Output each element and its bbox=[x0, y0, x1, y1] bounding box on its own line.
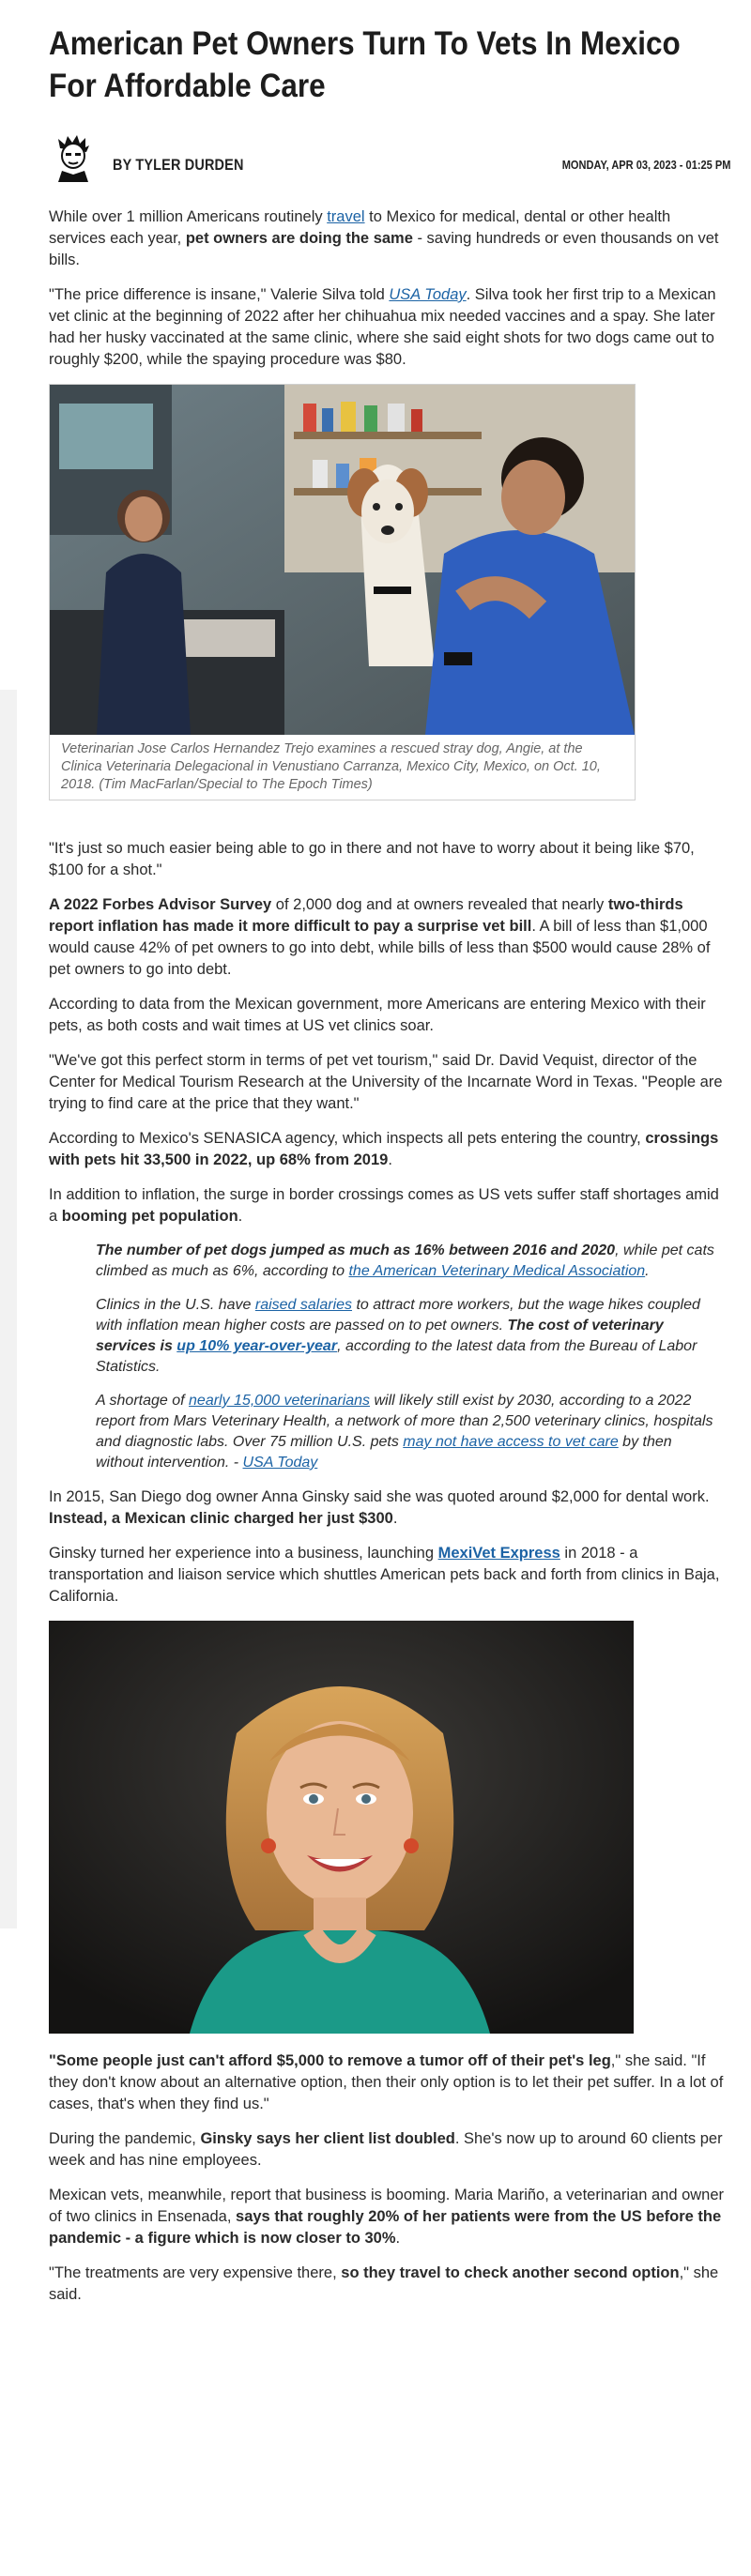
paragraph bbox=[49, 1184, 730, 1227]
text: in 2018 - a transportation and liaison service which shuttles American pets back and forth from clinics in Baja, California. bbox=[49, 1545, 720, 1605]
publish-date: MONDAY, APR 03, 2023 - 01:25 PM bbox=[561, 158, 730, 172]
text: In 2015, San Diego dog owner Anna Ginsky said she was quoted around $2,000 for dental work. bbox=[49, 1488, 710, 1505]
paragraph: According to data from the Mexican government, more Americans are entering Mexico with their pets, as both costs and wait times at US vet clinics soar. bbox=[49, 996, 706, 1034]
paragraph bbox=[49, 894, 730, 981]
text: Ginsky turned her experience into a business, launching bbox=[49, 1545, 438, 1562]
left-sidebar-strip bbox=[0, 690, 17, 1928]
paragraph bbox=[49, 284, 730, 371]
quote-paragraph bbox=[96, 1391, 715, 1473]
vet-care-access-link[interactable]: may not have access to vet care bbox=[403, 1434, 619, 1450]
text: Clinics in the U.S. have bbox=[96, 1297, 255, 1313]
photo-caption: Veterinarian Jose Carlos Hernandez Trejo examines a rescued stray dog, Angie, at the Clinica Veterinaria Delegacional in Venustiano Carranza, Mexico City, Mexico, on Oct. 10, 2018. (Tim MacFarlan/Special to The Epoch Times) bbox=[61, 741, 601, 792]
bold-text: pet owners are doing the same bbox=[185, 230, 413, 247]
text: to Mexico for medical, dental or other health services each year, bbox=[49, 208, 671, 247]
bold-text: The number of pet dogs jumped as much as 16% between 2016 and 2020 bbox=[96, 1242, 616, 1258]
usa-today-link[interactable]: USA Today bbox=[389, 286, 467, 303]
paragraph: "It's just so much easier being able to go in there and not have to worry about it being like $70, $100 for a shot." bbox=[49, 840, 695, 878]
usa-today-source-link[interactable]: USA Today bbox=[242, 1455, 318, 1471]
text: . bbox=[645, 1263, 650, 1279]
avma-link[interactable]: the American Veterinary Medical Association bbox=[348, 1263, 646, 1279]
text: . bbox=[388, 1151, 392, 1168]
paragraph bbox=[49, 1486, 730, 1530]
up-10-percent-link[interactable]: up 10% year-over-year bbox=[176, 1338, 338, 1354]
paragraph bbox=[49, 2128, 730, 2172]
text: ," she said. "If they don't know about an alternative option, then their only option is to let their pet suffer. In a lot of cases, that's when they find us." bbox=[49, 2052, 724, 2112]
bold-text: The cost of veterinary services is bbox=[96, 1318, 664, 1354]
text: While over 1 million Americans routinely bbox=[49, 208, 328, 225]
bold-text: "Some people just can't afford $5,000 to remove a tumor off of their pet's leg bbox=[49, 2052, 611, 2069]
text: , according to the latest data from the Bureau of Labor Statistics. bbox=[96, 1338, 697, 1375]
paragraph bbox=[49, 2050, 730, 2115]
text: . A bill of less than $1,000 would cause 42% of pet owners to go into debt, while bills of less than $500 would cause 28% of pet owners to go into debt. bbox=[49, 918, 711, 978]
author-avatar[interactable] bbox=[49, 133, 98, 182]
text: "The price difference is insane," Valerie Silva told bbox=[49, 286, 390, 303]
byline bbox=[49, 133, 730, 186]
raised-salaries-link[interactable]: raised salaries bbox=[254, 1297, 353, 1313]
blockquote bbox=[96, 1241, 715, 1473]
text: In addition to inflation, the surge in border crossings comes as US vets suffer staff shortages amid a bbox=[49, 1186, 719, 1225]
text: . bbox=[392, 1510, 398, 1527]
bold-text: Instead, a Mexican clinic charged her just $300 bbox=[49, 1510, 393, 1527]
anna-ginsky-portrait-photo bbox=[49, 1621, 634, 2034]
text: . She's now up to around 60 clients per week and has nine employees. bbox=[49, 2130, 723, 2169]
text: . bbox=[238, 1208, 243, 1225]
paragraph bbox=[49, 206, 730, 271]
vet-clinic-photo bbox=[50, 385, 635, 735]
bold-text: two-thirds report inflation has made it more difficult to pay a surprise vet bill bbox=[49, 896, 683, 935]
bold-text: crossings with pets hit 33,500 in 2022, up 68% from 2019 bbox=[49, 1130, 719, 1168]
author-name[interactable]: BY TYLER DURDEN bbox=[113, 156, 244, 174]
veterinarians-shortage-link[interactable]: nearly 15,000 veterinarians bbox=[189, 1393, 371, 1409]
text: During the pandemic, bbox=[49, 2130, 201, 2147]
article-headline: American Pet Owners Turn To Vets In Mexico For Affordable Care bbox=[49, 25, 681, 104]
photo-figure-vet-clinic bbox=[49, 384, 636, 800]
bold-text: booming pet population bbox=[61, 1208, 238, 1225]
text: "The treatments are very expensive there, bbox=[49, 2264, 342, 2281]
text: by then without intervention. - bbox=[96, 1434, 672, 1471]
bold-text: so they travel to check another second option bbox=[341, 2264, 680, 2281]
article bbox=[49, 0, 730, 2319]
text: Mexican vets, meanwhile, report that business is booming. Maria Mariño, a veterinarian and owner of two clinics in Ensenada, bbox=[49, 2187, 725, 2225]
text: of 2,000 dog and at owners revealed that nearly bbox=[271, 896, 608, 913]
paragraph: "We've got this perfect storm in terms of pet vet tourism," said Dr. David Vequist, director of the Center for Medical Tourism Research at the University of the Incarnate Word in Texas. "People are trying to find care at the price that they want." bbox=[49, 1052, 723, 1112]
text: According to Mexico's SENASICA agency, which inspects all pets entering the country, bbox=[49, 1130, 646, 1147]
text: ," she said. bbox=[49, 2264, 719, 2303]
text: . Silva took her first trip to a Mexican vet clinic at the beginning of 2022 after her chihuahua mix needed vaccines and a spay. She later had her husky vaccinated at the same clinic, where she said eight shots for two dogs came out to roughly $200, while the spaying procedure was $80. bbox=[49, 286, 716, 368]
text: - saving hundreds or even thousands on vet bills. bbox=[49, 230, 719, 268]
bold-text: Ginsky says her client list doubled bbox=[200, 2130, 455, 2147]
paragraph bbox=[49, 1543, 730, 1608]
text: to attract more workers, but the wage hikes coupled with inflation mean higher costs are passed on to pet owners. bbox=[96, 1297, 700, 1334]
text: A shortage of bbox=[96, 1393, 190, 1409]
text: . bbox=[395, 2230, 401, 2247]
paragraph bbox=[49, 2185, 730, 2249]
travel-link[interactable]: travel bbox=[327, 208, 365, 225]
text: , while pet cats climbed as much as 6%, according to bbox=[96, 1242, 714, 1279]
bold-text: A 2022 Forbes Advisor Survey bbox=[49, 896, 272, 913]
paragraph bbox=[49, 2263, 730, 2306]
text: will likely still exist by 2030, according to a 2022 report from Mars Veterinary Health, a network of more than 2,500 veterinary clinics, hospitals and diagnostic labs. Over 75 million U.S. pets bbox=[96, 1393, 713, 1450]
quote-paragraph bbox=[96, 1295, 715, 1378]
quote-paragraph bbox=[96, 1241, 715, 1282]
bold-text: says that roughly 20% of her patients were from the US before the pandemic - a figure which is now closer to 30% bbox=[49, 2208, 722, 2247]
mexivet-express-link[interactable]: MexiVet Express bbox=[437, 1545, 560, 1562]
paragraph bbox=[49, 1128, 730, 1171]
